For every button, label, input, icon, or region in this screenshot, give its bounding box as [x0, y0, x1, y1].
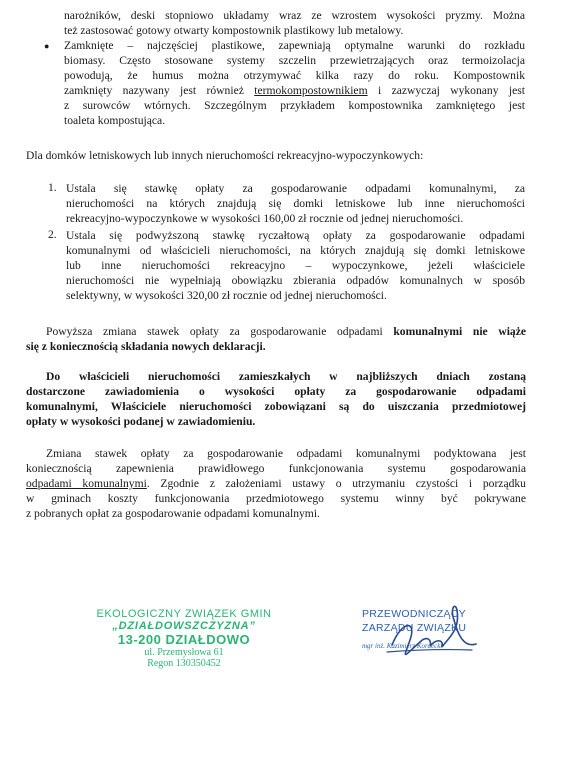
text-line: [26, 324, 526, 339]
text-line: komunalnymi od właścicieli nieruchomości, na których znajdują się domki letniskowe: [66, 244, 525, 257]
text-line: biomasy. Często stosowane systemy szczelin przewietrzających oraz termoizolacja: [64, 54, 525, 67]
text-line: Dla domków letniskowych lub innych nieruchomości rekreacyjno-wypoczynkowych:: [26, 149, 424, 162]
text-fragment: i zazwyczaj wykonany jest: [367, 84, 525, 97]
bullet2-paragraph: [64, 38, 525, 128]
text-line: w gminach koszty funkcjonowania przedmiotowego systemu winny być pokrywane: [26, 492, 526, 505]
underlined-phrase: odpadami komunalnymi: [26, 477, 147, 490]
list-item-2: [66, 228, 525, 303]
stamp-line: Regon 130350452: [147, 658, 221, 669]
text-line: nieruchomości na których znajdują się domki letniskowe lub inne nieruchomości: [66, 197, 525, 210]
text-line: powodują, że humus można otrzymywać kilka razy do roku. Kompostownik: [64, 69, 525, 82]
list-number: 1.: [48, 181, 57, 194]
list-item-1: [66, 181, 525, 226]
underlined-word: termokompostownikiem: [254, 84, 368, 97]
text-line: Do właścicieli nieruchomości zamieszkałych w najbliższych dniach zostaną: [46, 370, 526, 383]
text-line: nieruchomości nie wypełniają obowiązku zbierania odpadów komunalnych w sposób: [66, 274, 525, 287]
stamp-line: 13-200 DZIAŁDOWO: [117, 632, 251, 647]
text-line: Zamknięte – najczęściej plastikowe, zapewniają optymalne warunki do rozkładu: [64, 39, 525, 52]
text-line: z surowców wtórnych. Szczególnym przykładem kompostownika zamkniętego jest: [64, 99, 525, 112]
text-line: Zmiana stawek opłaty za gospodarowanie odpadami komunalnymi podyktowana jest: [46, 447, 526, 460]
handwritten-signature: [372, 600, 492, 670]
text-line: Ustala się podwyższoną stawkę ryczałtową opłaty za gospodarowanie odpadami: [66, 229, 525, 242]
list-number: 2.: [48, 228, 57, 241]
bullet-marker: ●: [44, 41, 50, 51]
intro-paragraph: [26, 148, 526, 163]
text-fragment: zamknięty nazywany jest również: [64, 84, 255, 97]
text-fragment: Powyższa zmiana stawek opłaty za gospodarowanie odpadami: [46, 325, 394, 338]
stamp-line: ul. Przemysłowa 61: [144, 647, 224, 658]
text-line: komunalnymi, Właściciele nieruchomości zobowiązani są do uiszczania przedmiotowej: [26, 400, 526, 413]
text-line: koniecznością zapewnienia prawidłowego funkcjonowania systemu gospodarowania: [26, 462, 526, 475]
bullet1-continuation: [64, 8, 525, 38]
text-line: też zastosować gotowy otwarty kompostownik plastikowy lub metalowy.: [64, 24, 404, 37]
stamp-line: PRZEWODNICZĄCY: [362, 608, 466, 620]
text-line: dostarczone zawiadomienia o wysokości opłaty za gospodarowanie odpadami: [26, 385, 526, 398]
text-line: z pobranych opłat za gospodarowanie odpadami komunalnymi.: [26, 507, 320, 520]
text-line: rekreacyjno-wypoczynkowe w wysokości 160,00 zł rocznie od jednej nieruchomości.: [66, 212, 464, 225]
text-line-termo: [64, 83, 525, 98]
change-paragraph: [26, 324, 526, 354]
final-paragraph: [26, 446, 526, 521]
stamp-line: „DZIAŁDOWSZCZYZNA”: [112, 620, 256, 632]
stamp-line: mgr inż. Kazimierz Kordecki: [362, 642, 443, 650]
text-line: toaleta kompostująca.: [64, 114, 166, 127]
bold-fragment: komunalnymi nie wiąże: [393, 325, 526, 338]
text-line-underlined: [26, 476, 526, 491]
text-fragment: . Zgodnie z założeniami ustawy o utrzymaniu czystości i porządku: [146, 477, 526, 490]
text-line: lub inne nieruchomości rekreacyjno – wypoczynkowe, jeżeli właściciele: [66, 259, 525, 272]
text-line: selektywny, w wysokości 320,00 zł rocznie od jednej nieruchomości.: [66, 289, 387, 302]
stamp-line: EKOLOGICZNY ZWIĄZEK GMIN: [96, 608, 272, 620]
organization-stamp: [84, 608, 284, 669]
text-line: się z koniecznością składania nowych deklaracji.: [26, 340, 266, 353]
text-line: Ustala się stawkę opłaty za gospodarowanie odpadami komunalnymi, za: [66, 182, 525, 195]
text-line: narożników, deski stopniowo układamy wraz ze wzrostem wysokości pryzmy. Można: [64, 9, 525, 22]
text-line: opłaty w wysokości podanej w zawiadomieniu.: [26, 415, 256, 428]
stamp-line: ZARZĄDU ZWIĄZKU: [362, 622, 467, 634]
owners-paragraph: [26, 369, 526, 429]
